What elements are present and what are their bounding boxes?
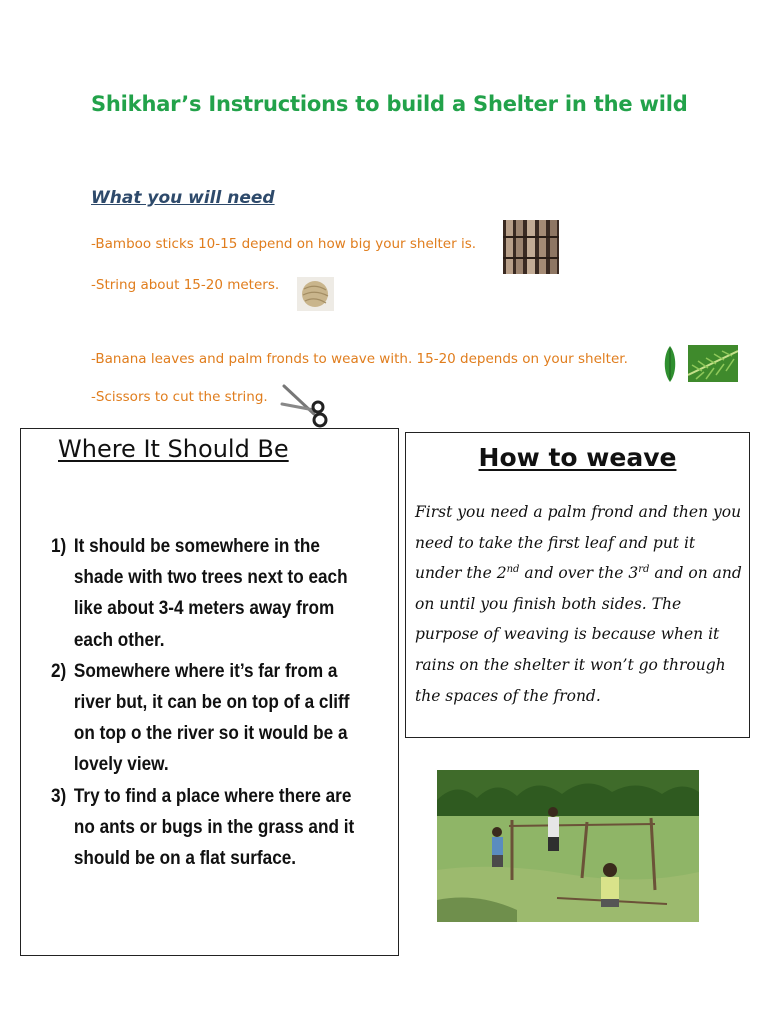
need-item-leaves: -Banana leaves and palm fronds to weave with. 15-20 depends on your shelter. bbox=[91, 351, 628, 367]
weave-text-part: and over the 3 bbox=[519, 564, 639, 583]
weave-text-part: First you need a palm frond and then you need to take the first leaf and put it under the 2 bbox=[415, 503, 742, 583]
need-item-bamboo: -Bamboo sticks 10-15 depend on how big your shelter is. bbox=[91, 236, 477, 252]
leaf-icon bbox=[660, 345, 680, 383]
weave-instructions bbox=[415, 497, 745, 711]
step-text: It should be somewhere in the shade with two trees next to each like about 3-4 meters away from each other. bbox=[73, 535, 348, 651]
list-item bbox=[51, 781, 355, 875]
weave-heading: How to weave bbox=[478, 443, 677, 472]
page-title: Shikhar’s Instructions to build a Shelter in the wild bbox=[91, 92, 688, 116]
need-item-scissors: -Scissors to cut the string. bbox=[91, 389, 268, 405]
location-box bbox=[20, 428, 399, 956]
list-item bbox=[51, 656, 355, 781]
shelter-photo bbox=[437, 770, 699, 922]
need-item-string: -String about 15-20 meters. bbox=[91, 277, 280, 293]
location-heading: Where It Should Be bbox=[58, 435, 289, 463]
location-steps bbox=[51, 531, 355, 874]
scissors-icon bbox=[280, 382, 330, 430]
needs-heading: What you will need bbox=[91, 188, 275, 208]
ordinal-suffix: nd bbox=[506, 564, 520, 576]
weave-box bbox=[405, 432, 750, 738]
step-text: Try to find a place where there are no ants or bugs in the grass and it should be on a flat surface. bbox=[73, 784, 355, 870]
step-number: 2) bbox=[51, 659, 67, 682]
step-text: Somewhere where it’s far from a river but, it can be on top of a cliff on top o the river so it would be a lovely view. bbox=[73, 659, 350, 776]
string-ball-image bbox=[297, 277, 334, 311]
list-item bbox=[51, 531, 355, 656]
ordinal-suffix: rd bbox=[638, 564, 650, 576]
weave-text-part: and on and on until you finish both sides. The purpose of weaving is because when it rains on the shelter it won’t go through the spaces of the frond. bbox=[415, 564, 742, 705]
bamboo-image bbox=[503, 220, 559, 274]
step-number: 3) bbox=[51, 784, 67, 807]
step-number: 1) bbox=[51, 535, 67, 557]
palm-frond-image bbox=[688, 345, 738, 382]
